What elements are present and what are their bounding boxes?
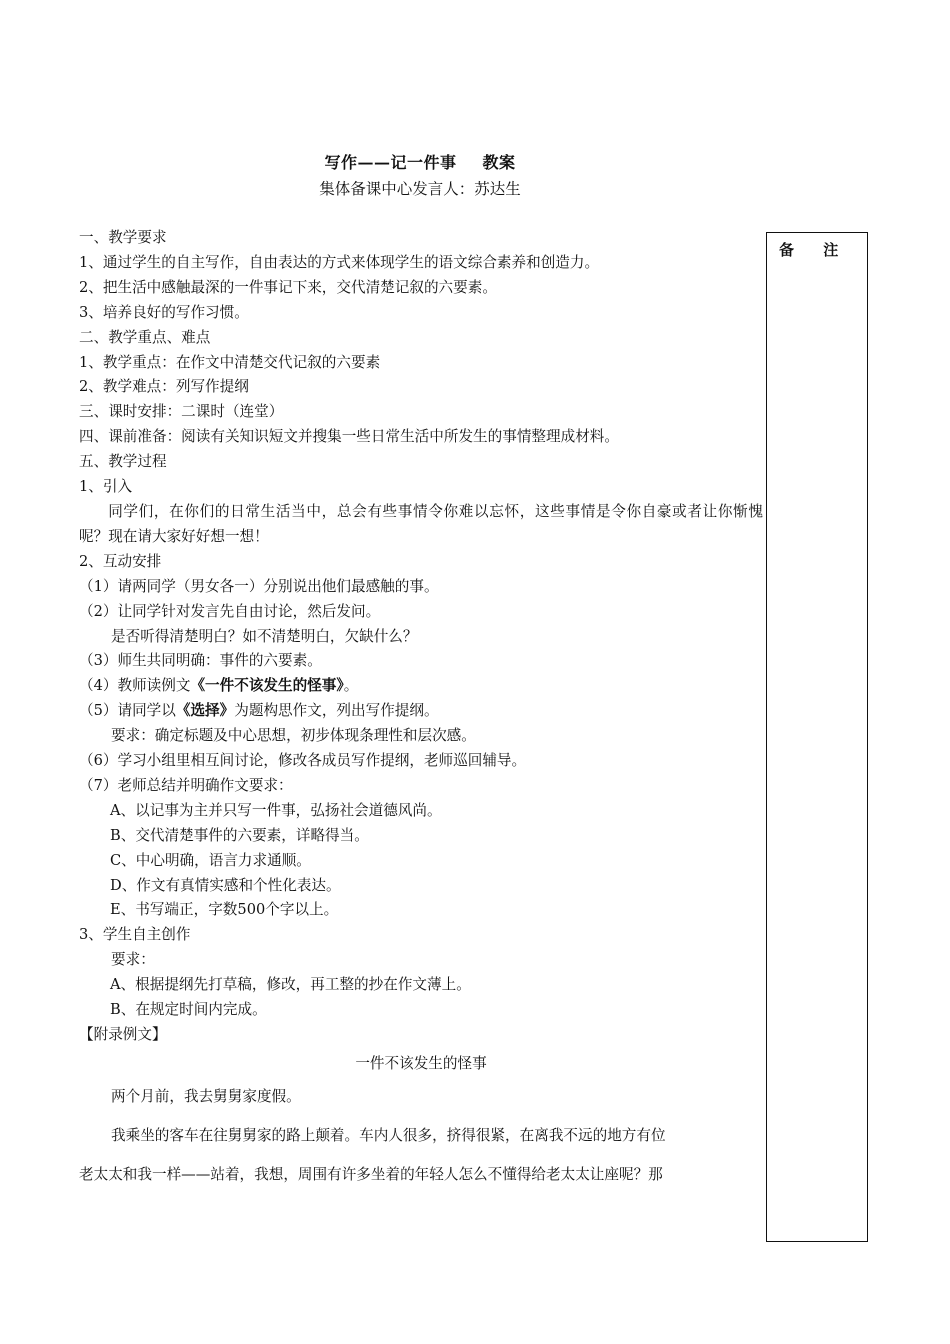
example-paragraph: 我乘坐的客车在往舅舅家的路上颠着。车内人很多，挤得很紧，在离我不远的地方有位 (111, 1126, 666, 1144)
sub-heading: 3、学生自主创作 (79, 926, 191, 944)
body-line: 2、教学难点：列写作提纲 (79, 378, 249, 396)
example-title-ref: 《一件不该发生的怪事》 (190, 677, 344, 695)
step-line: （1）请两同学（男女各一）分别说出他们最感触的事。 (79, 577, 439, 595)
step-line (79, 699, 763, 724)
example-title: 一件不该发生的怪事 (355, 1054, 487, 1072)
intro-paragraph: 同学们，在你们的日常生活当中，总会有些事情令你难以忘怀，这些事情是令你自豪或者让你惭愧呢？现在请大家好好想一想！ (79, 502, 763, 545)
body-line: 3、培养良好的写作习惯。 (79, 303, 249, 321)
step-line (79, 674, 763, 699)
essay-topic: 《选择》 (175, 702, 235, 720)
sub-heading: 2、互动安排 (79, 552, 162, 570)
section-heading: 一、教学要求 (79, 229, 167, 246)
section-heading: 五、教学过程 (79, 453, 167, 471)
requirement-item: D、作文有真情实感和个性化表达。 (110, 876, 341, 894)
requirement-item: E、书写端正，字数500个字以上。 (110, 901, 339, 919)
example-paragraph: 老太太和我一样——站着，我想，周围有许多坐着的年轻人怎么不懂得给老太太让座呢？那 (79, 1165, 663, 1183)
step-note: 是否听得清楚明白？如不清楚明白，欠缺什么？ (111, 627, 418, 645)
section-heading: 三、课时安排：二课时（连堂） (79, 403, 284, 421)
sub-heading: 1、引入 (79, 478, 133, 496)
body-line: 1、教学重点：在作文中清楚交代记叙的六要素 (79, 353, 381, 371)
step-line: （7）老师总结并明确作文要求： (79, 776, 293, 794)
body-line: 1、通过学生的自主写作，自由表达的方式来体现学生的语文综合素养和创造力。 (79, 253, 600, 271)
remarks-label: 备 注 (779, 241, 851, 259)
requirement-item: C、中心明确，语言力求通顺。 (110, 851, 311, 869)
step-text: （4）教师读例文 (79, 677, 191, 695)
document-title (0, 150, 840, 173)
requirement-item: B、在规定时间内完成。 (110, 1001, 267, 1019)
remarks-box (766, 232, 868, 1242)
step-line: （2）让同学针对发言先自由讨论，然后发问。 (79, 602, 381, 620)
requirement-item: B、交代清楚事件的六要素，详略得当。 (110, 826, 369, 844)
body-line: 2、把生活中感触最深的一件事记下来，交代清楚记叙的六要素。 (79, 278, 497, 296)
document-subtitle: 集体备课中心发言人：苏达生 (319, 180, 521, 198)
requirement-item: A、以记事为主并只写一件事，弘扬社会道德风尚。 (110, 801, 442, 819)
section-heading: 二、教学重点、难点 (79, 328, 211, 346)
title-main: 写作——记一件事 (324, 153, 457, 172)
lesson-body (79, 226, 763, 1202)
section-heading: 四、课前准备：阅读有关知识短文并搜集一些日常生活中所发生的事情整理成材料。 (79, 428, 619, 446)
example-paragraph: 两个月前，我去舅舅家度假。 (111, 1087, 301, 1105)
step-text: 为题构思作文，列出写作提纲。 (234, 702, 439, 720)
step-note: 要求： (111, 951, 155, 969)
step-note: 要求：确定标题及中心思想，初步体现条理性和层次感。 (111, 727, 476, 745)
requirement-item: A、根据提纲先打草稿，修改，再工整的抄在作文薄上。 (110, 976, 471, 994)
appendix-heading: 【附录例文】 (79, 1026, 167, 1043)
step-text: （5）请同学以 (79, 702, 176, 720)
step-line: （6）学习小组里相互间讨论，修改各成员写作提纲，老师巡回辅导。 (79, 752, 527, 770)
title-suffix: 教案 (482, 153, 516, 172)
step-text: 。 (343, 677, 359, 695)
step-line: （3）师生共同明确：事件的六要素。 (79, 652, 322, 670)
